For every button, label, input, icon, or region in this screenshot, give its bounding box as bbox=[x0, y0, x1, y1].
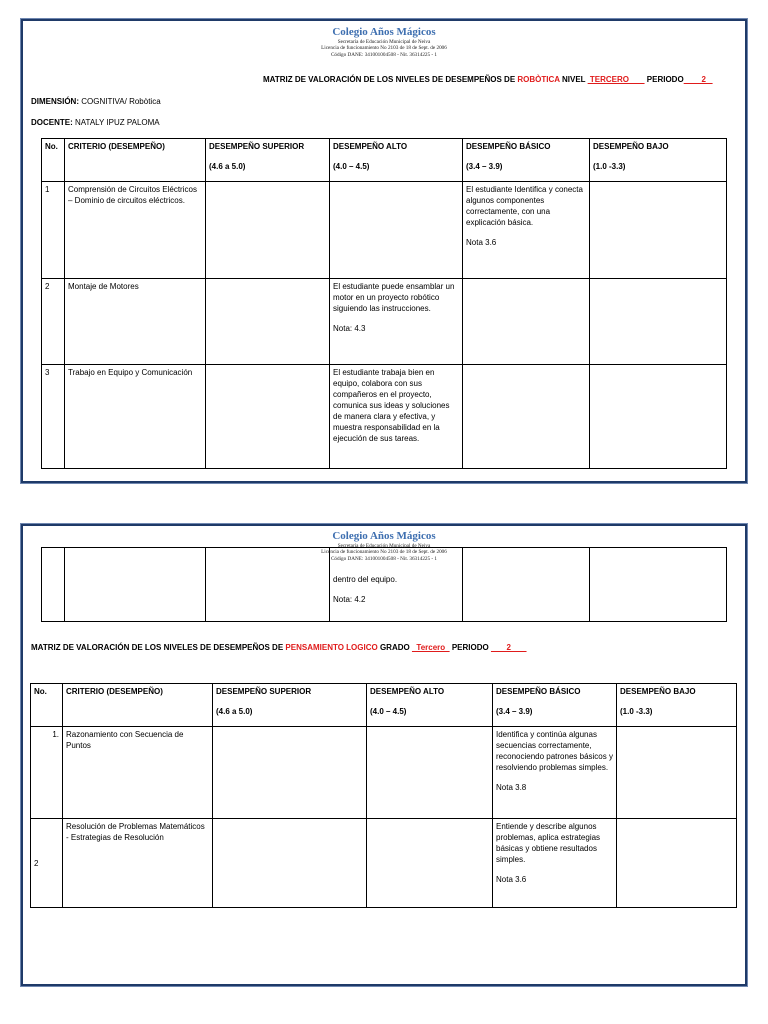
row-basico bbox=[463, 279, 590, 365]
school-header bbox=[23, 530, 745, 562]
pensamiento-matrix-table bbox=[30, 683, 737, 908]
school-license: Licencia de funcionamiento No 2103 de 18 de Sept. de 2006 bbox=[321, 45, 447, 52]
header-basico: DESEMPEÑO BÁSICO (3.4 – 3.9) bbox=[493, 684, 617, 727]
row-superior bbox=[206, 365, 330, 469]
matrix-robotica-title bbox=[263, 75, 733, 84]
school-license: Licencia de funcionamiento No 2103 de 18 de Sept. de 2006 bbox=[321, 549, 447, 556]
header-basico: DESEMPEÑO BÁSICO (3.4 – 3.9) bbox=[463, 139, 590, 182]
school-secretaria: Secretaría de Educación Municipal de Neiva bbox=[337, 39, 431, 45]
table-row bbox=[42, 365, 727, 469]
row-criterio: Montaje de Motores bbox=[65, 279, 206, 365]
header-no: No. bbox=[42, 139, 65, 182]
header-criterio: CRITERIO (DESEMPEÑO) bbox=[65, 139, 206, 182]
row-superior bbox=[213, 727, 367, 819]
row-no: 2 bbox=[31, 819, 63, 908]
row-no: 1. bbox=[31, 727, 63, 819]
row-superior bbox=[206, 182, 330, 279]
row-basico: Entiende y describe algunos problemas, aplica estrategias básicas y obtiene resultados simples. Nota 3.6 bbox=[493, 819, 617, 908]
header-superior: DESEMPEÑO SUPERIOR (4.6 a 5.0) bbox=[206, 139, 330, 182]
table-row bbox=[42, 279, 727, 365]
row-alto bbox=[330, 182, 463, 279]
header-bajo: DESEMPEÑO BAJO (1.0 -3.3) bbox=[617, 684, 737, 727]
row-alto bbox=[367, 819, 493, 908]
header-bajo: DESEMPEÑO BAJO (1.0 -3.3) bbox=[590, 139, 727, 182]
grado-value: Tercero bbox=[411, 643, 450, 652]
row-basico: El estudiante Identifica y conecta algunos componentes correctamente, con una explicación básica. Nota 3.6 bbox=[463, 182, 590, 279]
document-page-1 bbox=[21, 19, 747, 483]
docente-label: DOCENTE: bbox=[31, 118, 73, 127]
header-alto: DESEMPEÑO ALTO (4.0 – 4.5) bbox=[330, 139, 463, 182]
table-header-row bbox=[31, 684, 737, 727]
row-basico: Identifica y continúa algunas secuencias correctamente, reconociendo patrones básicos y resolviendo problemas simples. Nota 3.8 bbox=[493, 727, 617, 819]
row-alto: El estudiante puede ensamblar un motor en un proyecto robótico siguiendo las instrucciones. Nota: 4.3 bbox=[330, 279, 463, 365]
school-secretaria: Secretaría de Educación Municipal de Neiva bbox=[337, 543, 431, 549]
table-row bbox=[31, 819, 737, 908]
school-dane: Código DANE: 341001004508 - Nit. 36314225 - 1 bbox=[330, 51, 438, 58]
school-header bbox=[23, 26, 745, 58]
row-no: 2 bbox=[42, 279, 65, 365]
dimension-value: COGNITIVA/ Robòtica bbox=[79, 97, 161, 106]
periodo-value: 2 bbox=[490, 643, 527, 652]
row-alto: dentro del equipo. Nota: 4.2 bbox=[330, 548, 463, 622]
periodo-value: 2 bbox=[683, 75, 713, 84]
docente-line bbox=[31, 118, 160, 127]
row-no: 3 bbox=[42, 365, 65, 469]
table-row bbox=[42, 182, 727, 279]
row-bajo bbox=[590, 182, 727, 279]
school-name: Colegio Años Mágicos bbox=[332, 530, 436, 542]
periodo-label: PERIODO bbox=[644, 75, 684, 84]
robotica-matrix-table bbox=[41, 138, 727, 469]
row-bajo bbox=[617, 727, 737, 819]
row-superior bbox=[206, 279, 330, 365]
grado-label: GRADO bbox=[377, 643, 412, 652]
row-criterio: Resolución de Problemas Matemáticos - Estrategias de Resolución bbox=[63, 819, 213, 908]
row-criterio: Comprensión de Circuitos Eléctricos – Dominio de circuitos eléctricos. bbox=[65, 182, 206, 279]
title-prefix: MATRIZ DE VALORACIÓN DE LOS NIVELES DE DESEMPEÑOS DE bbox=[263, 75, 518, 84]
row-basico bbox=[463, 365, 590, 469]
header-alto: DESEMPEÑO ALTO (4.0 – 4.5) bbox=[367, 684, 493, 727]
row-bajo bbox=[590, 365, 727, 469]
header-no: No. bbox=[31, 684, 63, 727]
school-dane: Código DANE: 341001004508 - Nit. 36314225 - 1 bbox=[330, 555, 438, 562]
docente-value: NATALY IPUZ PALOMA bbox=[72, 118, 160, 127]
dimension-label: DIMENSIÓN: bbox=[31, 97, 79, 106]
nivel-value: TERCERO bbox=[587, 75, 645, 84]
table-row bbox=[31, 727, 737, 819]
row-bajo bbox=[590, 279, 727, 365]
title-subject: ROBÒTICA bbox=[517, 75, 560, 84]
row-alto bbox=[367, 727, 493, 819]
row-no: 1 bbox=[42, 182, 65, 279]
row-alto: El estudiante trabaja bien en equipo, colabora con sus compañeros en el proyecto, comunica sus ideas y soluciones de manera clara y efectiva, y muestra responsabilidad en la ejecución de sus tareas. bbox=[330, 365, 463, 469]
row-superior bbox=[213, 819, 367, 908]
title-prefix: MATRIZ DE VALORACIÓN DE LOS NIVELES DE DESEMPEÑOS DE bbox=[31, 643, 286, 652]
row-criterio: Trabajo en Equipo y Comunicación bbox=[65, 365, 206, 469]
school-name: Colegio Años Mágicos bbox=[332, 26, 436, 38]
row-bajo bbox=[617, 819, 737, 908]
title-subject: PENSAMIENTO LOGICO bbox=[285, 643, 378, 652]
periodo-label: PERIODO bbox=[449, 643, 491, 652]
table-header-row bbox=[42, 139, 727, 182]
nivel-label: NIVEL bbox=[559, 75, 588, 84]
dimension-line bbox=[31, 97, 161, 106]
matrix-pensamiento-title bbox=[31, 643, 527, 652]
row-criterio: Razonamiento con Secuencia de Puntos bbox=[63, 727, 213, 819]
header-criterio: CRITERIO (DESEMPEÑO) bbox=[63, 684, 213, 727]
header-superior: DESEMPEÑO SUPERIOR (4.6 a 5.0) bbox=[213, 684, 367, 727]
